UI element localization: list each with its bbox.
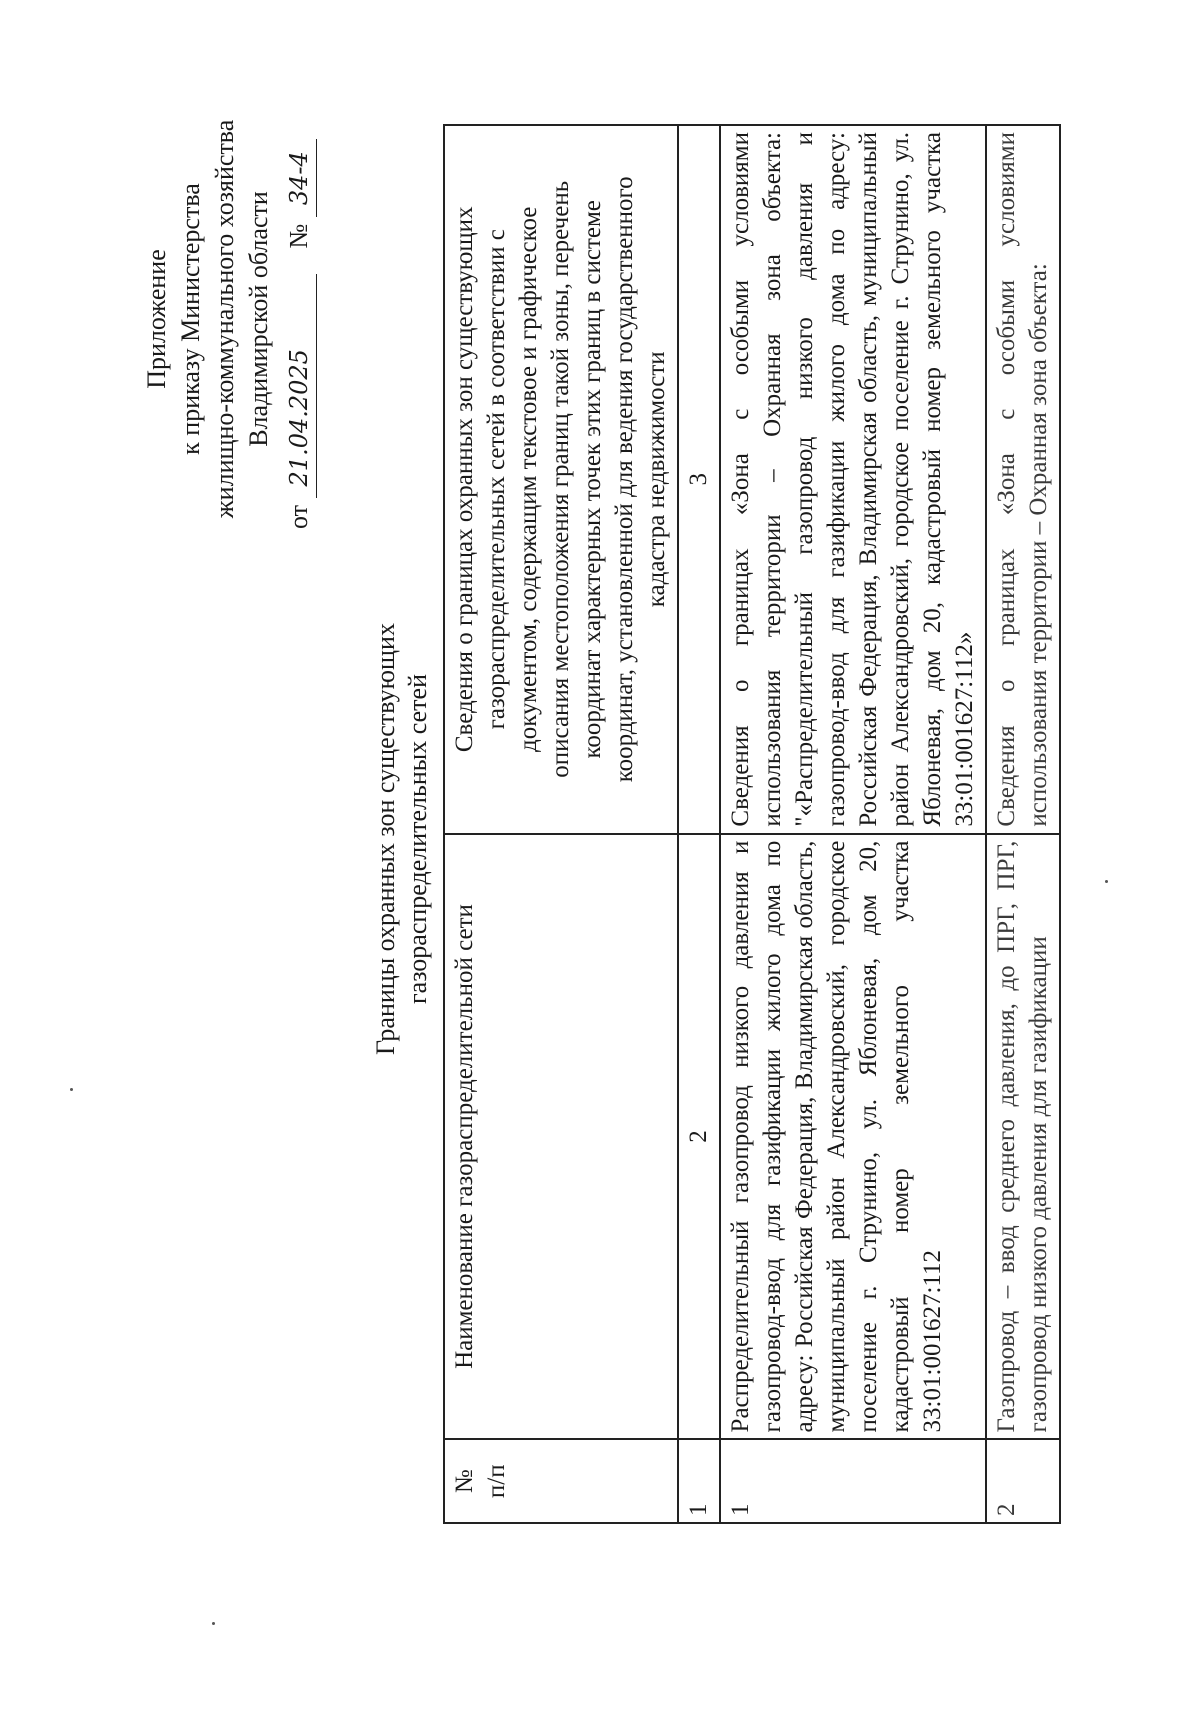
header-line-4: Владимирской области bbox=[244, 191, 273, 447]
number-prefix: № bbox=[284, 223, 313, 249]
zone-info-cell: Сведения о границах «Зона с особыми условиями использования территории – Охранная зона объекта: "«Распределительный газопровод низкого давления и газопровод-ввод для газификации жилого дома по адресу: Российская Федерация, Владимирская область, муниципальный район Александровский, городское поселение г. Струнино, ул. Яблоневая, дом 20, кадастровый номер земельного участка 33:01:001627:112» bbox=[720, 125, 986, 834]
header-zone-line-6: координат, установленной для ведения государственного bbox=[611, 176, 638, 783]
table-row bbox=[986, 125, 1060, 1523]
document-title bbox=[370, 209, 434, 1469]
header-line-1: Приложение bbox=[142, 249, 171, 389]
scan-speck bbox=[1105, 880, 1108, 883]
scan-speck bbox=[70, 1088, 73, 1091]
row-number: 1 bbox=[720, 1439, 986, 1523]
column-number-1: 1 bbox=[678, 1439, 720, 1523]
column-number-row bbox=[678, 125, 720, 1523]
header-number-line-1: № bbox=[451, 1469, 478, 1494]
header-line-3: жилищно-коммунального хозяйства bbox=[210, 119, 239, 519]
title-line-2: газораспределительных сетей bbox=[403, 674, 432, 1005]
order-date-row bbox=[282, 69, 317, 569]
number-value: 34-4 bbox=[285, 151, 313, 206]
boundaries-table bbox=[443, 124, 1061, 1524]
header-zone-info bbox=[444, 125, 678, 834]
column-number-2: 2 bbox=[678, 834, 720, 1440]
header-zone-line-3: документом, содержащим текстовое и графическое bbox=[515, 206, 542, 753]
number-field bbox=[282, 139, 317, 217]
scan-speck bbox=[212, 1622, 215, 1625]
header-zone-line-4: описания местоположения границ такой зоны, перечень bbox=[547, 180, 574, 778]
table-row bbox=[720, 125, 986, 1523]
network-name-cell: Газопровод – ввод среднего давления, до ПРГ, ПРГ, газопровод низкого давления для газификации bbox=[986, 834, 1060, 1440]
date-value: 21.04.2025 bbox=[285, 349, 313, 487]
header-number bbox=[444, 1439, 678, 1523]
date-prefix: от bbox=[284, 504, 313, 529]
row-number: 2 bbox=[986, 1439, 1060, 1523]
header-zone-line-5: координат характерных точек этих границ в системе bbox=[579, 200, 606, 759]
date-field bbox=[282, 274, 317, 498]
header-network-name: Наименование газораспределительной сети bbox=[444, 834, 678, 1440]
network-name-cell: Распределительный газопровод низкого давления и газопровод-ввод для газификации жилого дома по адресу: Российская Федерация, Владимирская область, муниципальный район Александровский, городское поселение г. Струнино, ул. Яблоневая, дом 20, кадастровый номер земельного участка 33:01:001627:112 bbox=[720, 834, 986, 1440]
header-zone-line-1: Сведения о границах охранных зон существующих bbox=[451, 206, 478, 753]
header-zone-line-2: газораспределительных сетей в соответствии с bbox=[483, 229, 510, 730]
header-number-line-2: п/п bbox=[483, 1464, 510, 1499]
column-number-3: 3 bbox=[678, 125, 720, 834]
header-line-2: к приказу Министерства bbox=[176, 183, 205, 455]
zone-info-cell: Сведения о границах «Зона с особыми условиями использования территории – Охранная зона объекта: bbox=[986, 125, 1060, 834]
title-line-1: Границы охранных зон существующих bbox=[371, 623, 400, 1055]
appendix-header bbox=[140, 69, 317, 569]
header-zone-line-7: кадастра недвижимости bbox=[643, 351, 670, 608]
table-header-row bbox=[444, 125, 678, 1523]
